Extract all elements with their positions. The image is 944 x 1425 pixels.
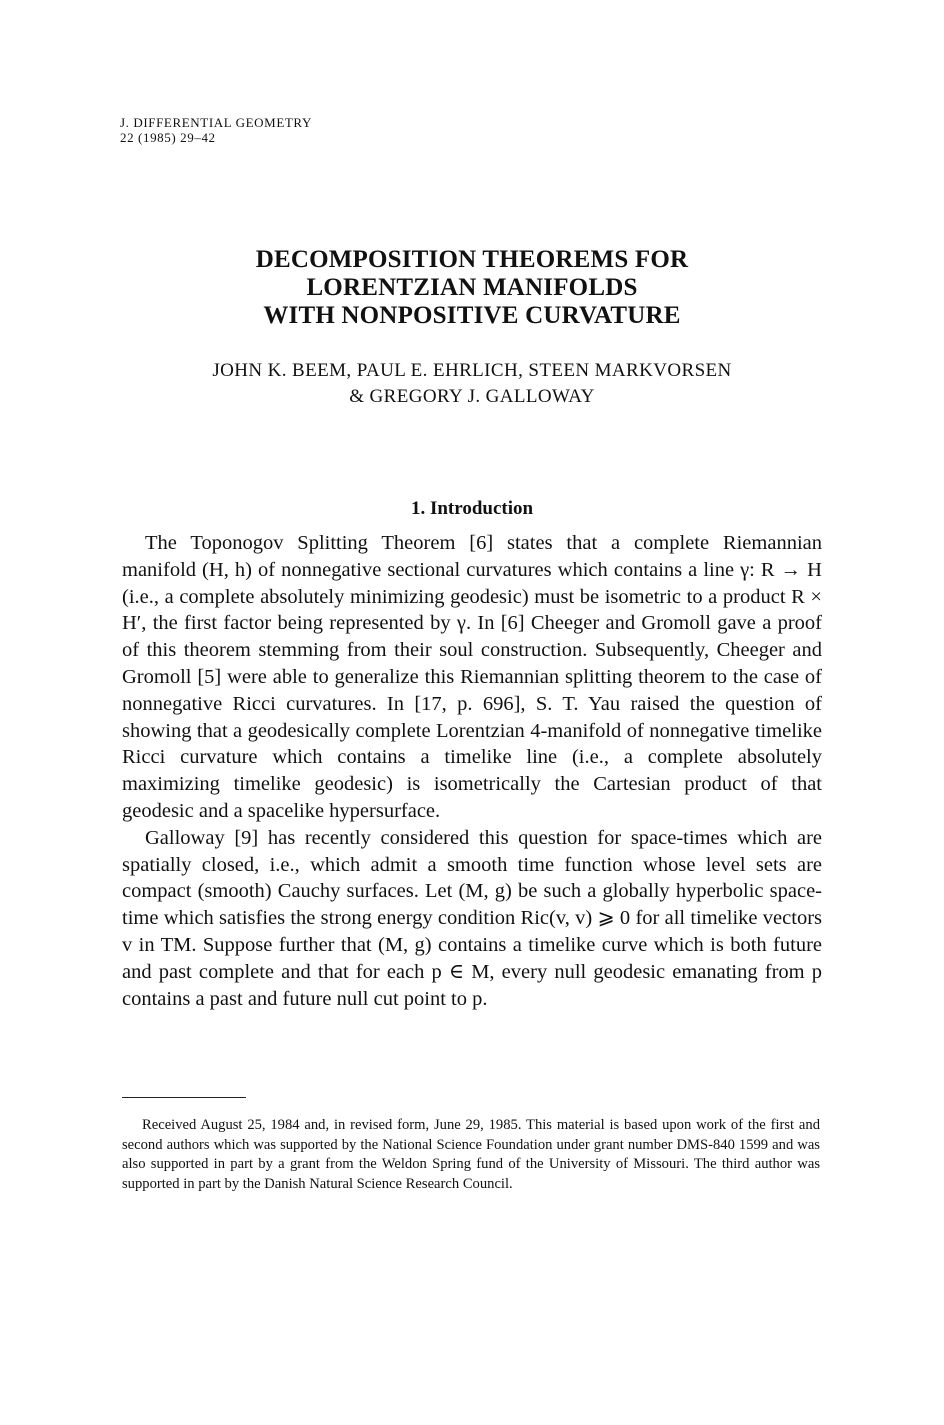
title-line-1: DECOMPOSITION THEOREMS FOR: [255, 246, 689, 273]
body-text: [122, 530, 822, 1012]
section-heading: 1. Introduction: [410, 498, 534, 519]
author-list: [0, 358, 944, 410]
footnote-text: Received August 25, 1984 and, in revised form, June 29, 1985. This material is based upon work of the first and second authors which was supported by the National Science Foundation under grant number DMS-840 1599 and was also supported in part by a grant from the Weldon Spring fund of the University of Missouri. The third author was supported in part by the Danish Natural Science Research Council.: [122, 1117, 820, 1193]
paper-title: [0, 246, 944, 330]
authors-line-1: JOHN K. BEEM, PAUL E. EHRLICH, STEEN MARKVORSEN: [212, 360, 732, 381]
paragraph-1: The Toponogov Splitting Theorem [6] states that a complete Riemannian manifold (H, h) of nonnegative sectional curvatures which contains a line γ: R → H (i.e., a complete absolutely minimizing geodesic) must be isometric to a product R × H′, the first factor being represented by γ. In [6] Cheeger and Gromoll gave a proof of this theorem stemming from their soul construction. Subsequently, Cheeger and Gromoll [5] were able to generalize this Riemannian splitting theorem to the case of nonnegative Ricci curvatures. In [17, p. 696], S. T. Yau raised the question of showing that a geodesically complete Lorentzian 4-manifold of nonnegative timelike Ricci curvature which contains a timelike line (i.e., a complete absolutely maximizing timelike geodesic) is isometrically the Cartesian product of that geodesic and a spacelike hypersurface.: [122, 532, 822, 822]
footnote-divider: [122, 1097, 246, 1098]
journal-citation: 22 (1985) 29–42: [120, 130, 216, 145]
authors-line-2: & GREGORY J. GALLOWAY: [349, 386, 595, 407]
title-line-3: WITH NONPOSITIVE CURVATURE: [263, 302, 681, 329]
title-line-2: LORENTZIAN MANIFOLDS: [306, 274, 638, 301]
journal-name: J. DIFFERENTIAL GEOMETRY: [120, 115, 312, 130]
footnote: [122, 1116, 820, 1195]
paragraph-2: Galloway [9] has recently considered this question for space-times which are spatially closed, i.e., which admit a smooth time function whose level sets are compact (smooth) Cauchy surfaces. Let (M, g) be such a globally hyperbolic space-time which satisfies the strong energy condition Ric(v, v) ⩾ 0 for all timelike vectors v in TM. Suppose further that (M, g) contains a timelike curve which is both future and past complete and that for each p ∈ M, every null geodesic emanating from p contains a past and future null cut point to p.: [122, 826, 822, 1010]
journal-header: [120, 115, 312, 145]
